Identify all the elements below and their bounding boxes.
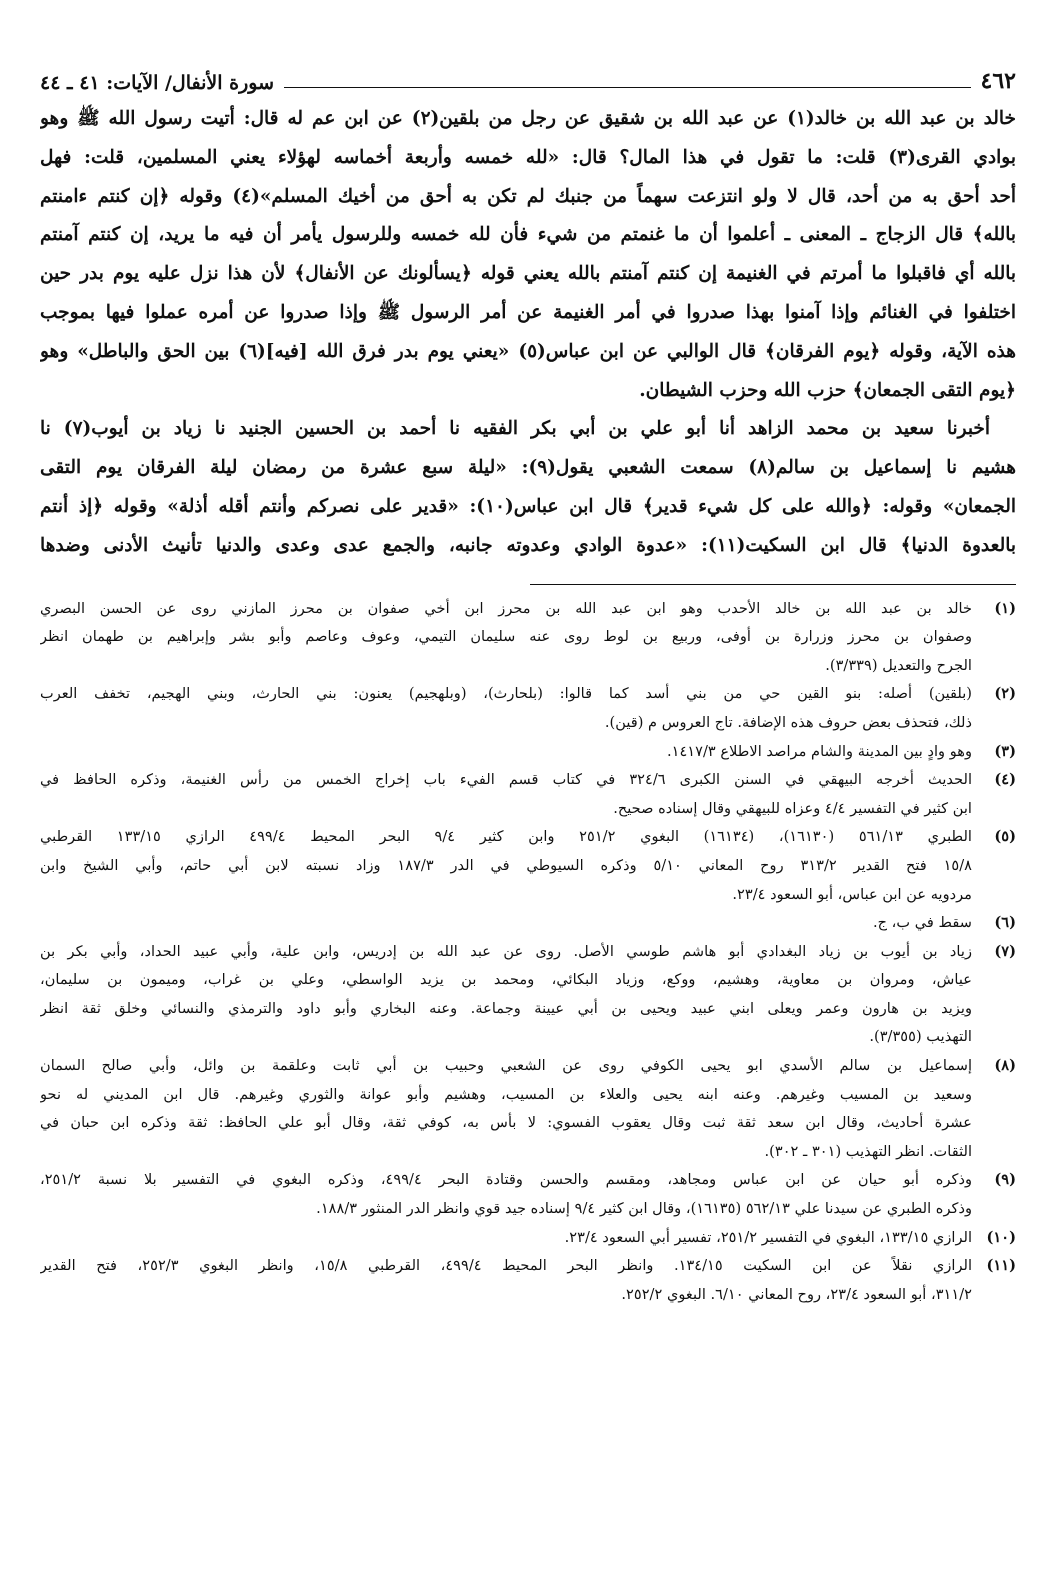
footnote-line: وهو وادٍ بين المدينة والشام مراصد الاطلاع ١٤١٧/٣. [666,742,972,760]
footnote [40,1224,1016,1253]
footnote-line: (بلقين) أصله: بنو القين حي من بني أسد كما قالوا: (بلحارث)، (وبلهجيم) يعنون: بني الحارث، وبني الهجيم، تخفف العرب [40,685,972,703]
footnote-number: (٤) [994,771,1016,789]
footnote-line: الرازي ١٣٣/١٥، البغوي في التفسير ٢٥١/٢، تفسير أبي السعود ٢٣/٤. [564,1228,972,1246]
footnote-text [40,938,972,1052]
footnote-text [40,1166,972,1223]
footnote [40,1252,1016,1309]
footnote-text [40,1252,972,1309]
footnote-number: (٩) [994,1171,1016,1189]
text-line: بالعدوة الدنيا﴾ قال ابن السكيت(١١): «عدوة الوادي وعدوته جانبه، والجمع عدى وعدى والدنيا تأنيث الأدنى وضدها [40,534,1016,556]
footnote-text [40,766,972,823]
footnote-line: إسماعيل بن سالم الأسدي ابو يحيى الكوفي روى عن الشعبي وحبيب بن أبي ثابت وعلقمة بن وائل، وأبي صالح السمان [40,1057,972,1075]
footnote [40,1166,1016,1223]
footnote-line: مردويه عن ابن عباس، أبو السعود ٢٣/٤. [732,885,972,903]
footnote-number: (٣) [994,742,1016,760]
footnote-line: ٣١١/٢، أبو السعود ٢٣/٤، روح المعاني ٦/١٠. البغوي ٢٥٢/٢. [621,1285,972,1303]
text-line: بالله أي فاقبلوا ما أمرتم في الغنيمة إن كنتم آمنتم بالله يعني قوله ﴿يسألونك عن الأنفال﴾ لأن هذا نزل عليه يوم بدر حين [40,263,1016,285]
footnote-line: وصفوان بن محرز وزرارة بن أوفى، وربيع بن لوط روى عنه سليمان التيمي، وعوف وعاصم وأبو بشر وإبراهيم بن طهمان انظر [40,628,972,646]
footnote-line: عشرة أحاديث، وقال ابن سعد ثقة ثبت وقال يعقوب الفسوي: لا بأس به، كوفي ثقة، وقال أبو علي الحافظ: ثقة وذكره ابن حبان في [40,1114,972,1132]
footnote-line: خالد بن عبد الله بن خالد الأحدب وهو ابن عبد الله بن محرز ابن أخي صفوان بن محرز المازني روى عن الحسن البصري [40,599,972,617]
page-header [40,66,1016,94]
page-number: ٤٦٢ [980,68,1016,94]
footnote-line: الثقات. انظر التهذيب (٣٠١ ـ ٣٠٢). [764,1142,972,1160]
footnote-line: وسعيد بن المسيب وغيرهم. وعنه ابنه يحيى والعلاء بن المسيب، وهشيم وأبو عوانة والثوري وغيرهم. قال ابن المديني له نحو [40,1085,972,1103]
text-line: بوادي القرى(٣) قلت: ما تقول في هذا المال؟ قال: «لله خمسه وأربعة أخماسه لهؤلاء يعني المسلمين، قلت: فهل [40,146,1016,168]
footnote [40,823,1016,909]
footnote-separator [530,584,1016,585]
footnote-text [40,1052,972,1166]
footnote-line: زياد بن أيوب بن زياد البغدادي أبو هاشم طوسي الأصل. روى عن عبد الله بن إدريس، وابن علية، وأبي عبيد الحداد، وأبي بكر بن [40,942,972,960]
footnote [40,1052,1016,1166]
footnote-text [40,909,972,938]
footnote [40,909,1016,938]
text-line: خالد بن عبد الله بن خالد(١) عن عبد الله بن شقيق عن رجل من بلقين(٢) عن ابن عم له قال: أتيت رسول الله ﷺ وهو [40,108,1016,129]
footnote-line: الرازي نقلاً عن ابن السكيت ١٣٤/١٥. وانظر البحر المحيط ٤٩٩/٤، القرطبي ١٥/٨، وانظر البغوي ٢٥٢/٣، فتح القدير [40,1257,972,1275]
header-rule [284,87,971,88]
footnote-number: (٥) [994,828,1016,846]
footnote-number: (٢) [994,685,1016,703]
main-text [40,100,1016,566]
footnote-line: الطبري ٥٦١/١٣ (١٦١٣٠)، (١٦١٣٤) البغوي ٢٥١/٢ وابن كثير ٩/٤ البحر المحيط ٤٩٩/٤ الرازي ١٣٣/١٥ القرطبي [40,828,972,846]
footnote-line: ابن كثير في التفسير ٤/٤ وعزاه للبيهقي وقال إسناده صحيح. [613,799,972,817]
text-line: اختلفوا في الغنائم وإذا آمنوا بهذا صدروا في أمر الغنيمة عن أمر الرسول ﷺ وإذا صدروا عن أمره عملوا فيها بموجب [40,301,1016,323]
footnote-line: التهذيب (٣/٣٥٥). [869,1028,972,1046]
footnote-line: ١٥/٨ فتح القدير ٣١٣/٢ روح المعاني ٥/١٠ وذكره السيوطي في الدر ١٨٧/٣ وزاد نسبته لابن أبي حاتم، وأبي الشيخ وابن [40,856,972,874]
book-page [40,66,1016,1309]
footnote-line: وذكره أبو حيان عن ابن عباس ومجاهد، ومقسم والحسن وقتادة البحر ٤٩٩/٤، وذكره البغوي في التفسير بلا نسبة ٢٥١/٢، [40,1171,972,1189]
footnote-line: وذكره الطبري عن سيدنا علي ٥٦٢/١٣ (١٦١٣٥)، وقال ابن كثير ٩/٤ إسناده جيد قوي وانظر الدر المنثور ١٨٨/٣. [316,1200,972,1218]
footnote-number: (٨) [994,1057,1016,1075]
running-title: سورة الأنفال/ الآيات: ٤١ ـ ٤٤ [40,72,274,94]
footnote [40,680,1016,737]
text-line: هذه الآية، وقوله ﴿يوم الفرقان﴾ قال الوالبي عن ابن عباس(٥) «يعني يوم بدر فرق الله [فيه](٦) بين الحق والباطل» وهو [40,340,1016,362]
footnote-number: (٧) [994,942,1016,960]
footnote-line: الجرح والتعديل (٣/٣٣٩). [825,656,972,674]
footnote-line: الحديث أخرجه البيهقي في السنن الكبرى ٣٢٤/٦ في كتاب قسم الفيء باب إخراج الخمس من رأس الغنيمة، وذكره الحافظ في [40,771,972,789]
footnote-number: (٦) [994,914,1016,932]
footnote-line: ذلك، فتحذف بعض حروف هذه الإضافة. تاج العروس م (قين). [604,713,972,731]
footnote [40,938,1016,1052]
text-line: الجمعان» وقوله: ﴿والله على كل شيء قدير﴾ قال ابن عباس(١٠): «قدير على نصركم وأنتم أقله أذلة» وقوله ﴿إذ أنتم [40,495,1016,517]
text-line: أخبرنا سعيد بن محمد الزاهد أنا أبو علي بن أبي بكر الفقيه نا أحمد بن الحسين الجنيد نا زياد بن أيوب(٧) نا [40,418,990,440]
footnote-text [40,1224,972,1253]
footnotes [40,595,1016,1310]
text-line: ﴿يوم التقى الجمعان﴾ حزب الله وحزب الشيطان. [639,379,1016,401]
footnote-line: عياش، ومروان بن معاوية، وهشيم، ووكع، وزياد البكائي، ومحمد بن يزيد الواسطي، وعلي بن غراب، وميمون بن سليمان، [40,971,972,989]
footnote [40,595,1016,681]
footnote [40,766,1016,823]
footnote-line: ويزيد بن هارون وعمر ويعلى ابني عبيد ويحيى بن أبي عيينة وجماعة. وعنه البخاري وأبو داود والترمذي والنسائي وخلق ثقة انظر [40,999,972,1017]
text-line: بالله﴾ قال الزجاج ـ المعنى ـ أعلموا أن ما غنمتم من شيء فأن لله خمسه وللرسول يأمر أن فيه ما يريد، إن كنتم آمنتم [40,224,1016,246]
footnote-text [40,738,972,767]
footnote-line: سقط في ب، ج. [872,914,972,932]
text-line: هشيم نا إسماعيل بن سالم(٨) سمعت الشعبي يقول(٩): «ليلة سبع عشرة من رمضان ليلة الفرقان يوم التقى [40,457,1016,479]
footnote-text [40,823,972,909]
footnote-text [40,680,972,737]
footnote-number: (١٠) [986,1228,1016,1246]
footnote-number: (١) [994,599,1016,617]
text-line: أحد أحق به من أحد، قال لا ولو انتزعت سهماً من جنبك لم تكن به أحق من أخيك المسلم»(٤) وقوله ﴿إن كنتم ءامنتم [40,185,1016,207]
footnote-number: (١١) [986,1257,1016,1275]
footnote-text [40,595,972,681]
footnote [40,738,1016,767]
